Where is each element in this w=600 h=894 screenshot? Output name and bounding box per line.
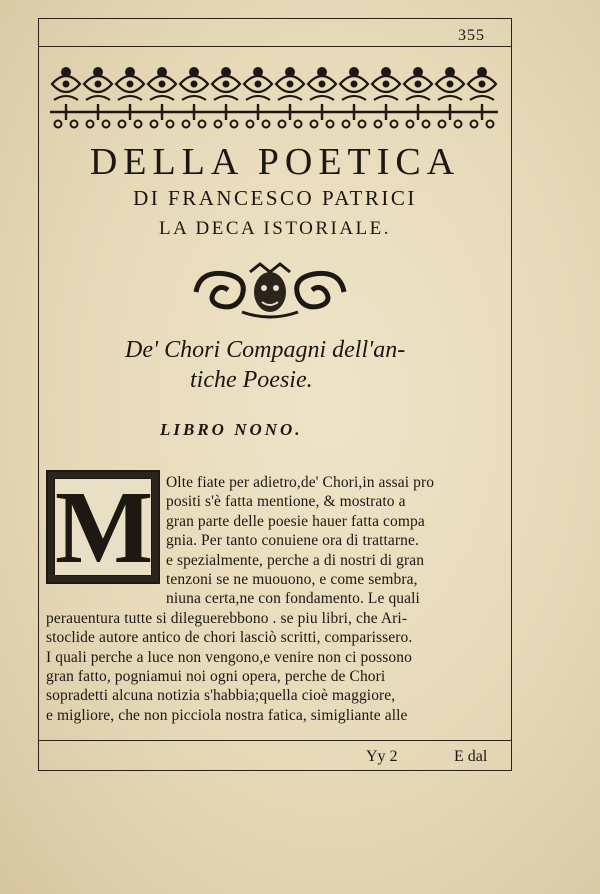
text-line: Olte fiate per adietro,de' Chori,in assai pro (166, 474, 435, 491)
footer-rule (38, 740, 512, 741)
book-number-label: LIBRO NONO. (160, 420, 303, 439)
text-line: e migliore, che non picciola nostra fatica, simigliante alle (46, 706, 408, 724)
text-line: e spezialmente, perche a di nostri di gran (166, 551, 425, 569)
text-line: perauentura tutte si dileguerebbono . se piu libri, che Ari- (46, 609, 408, 627)
grotesque-mask-ornament (190, 262, 350, 320)
chapter-heading-line-2: tiche Poesie. (190, 367, 313, 393)
catchword: E dal (454, 748, 488, 765)
top-rule (38, 18, 512, 19)
initial-letter: M (55, 470, 154, 585)
text-line: niuna certa,ne con fondamento. Le quali (166, 590, 420, 608)
decorated-initial (46, 470, 160, 584)
chapter-heading-line-1: De' Chori Compagni dell'an- (125, 337, 406, 363)
page-number: 355 (458, 27, 485, 44)
text-line: gnia. Per tanto conuiene ora di trattarne. (166, 532, 419, 550)
text-line: I quali perche a luce non vengono,e venire non ci possono (46, 648, 412, 666)
author-line: DI FRANCESCO PATRICI (133, 186, 417, 210)
text-line: sopradetti alcuna notizia s'habbia;quella cioè maggiore, (46, 687, 396, 705)
text-line: gran parte delle poesie hauer fatta compa (166, 512, 425, 530)
section-subtitle: LA DECA ISTORIALE. (158, 218, 391, 239)
ornamental-headband (50, 62, 498, 132)
signature-mark: Yy 2 (366, 748, 398, 765)
book-title: DELLA POETICA (89, 141, 461, 183)
text-line: gran fatto, pogniamui noi ogni opera, perche de Chori (46, 668, 386, 685)
text-line: stoclide autore antico de chori lasciò scritti, comparissero. (46, 629, 413, 647)
text-line: positi s'è fatta mentione, & mostrato a (166, 493, 406, 511)
text-line: tenzoni se ne muouono, e come sembra, (166, 571, 418, 588)
bottom-rule (38, 770, 512, 771)
decorated-initial-panel (54, 470, 154, 585)
header-rule (38, 46, 512, 47)
